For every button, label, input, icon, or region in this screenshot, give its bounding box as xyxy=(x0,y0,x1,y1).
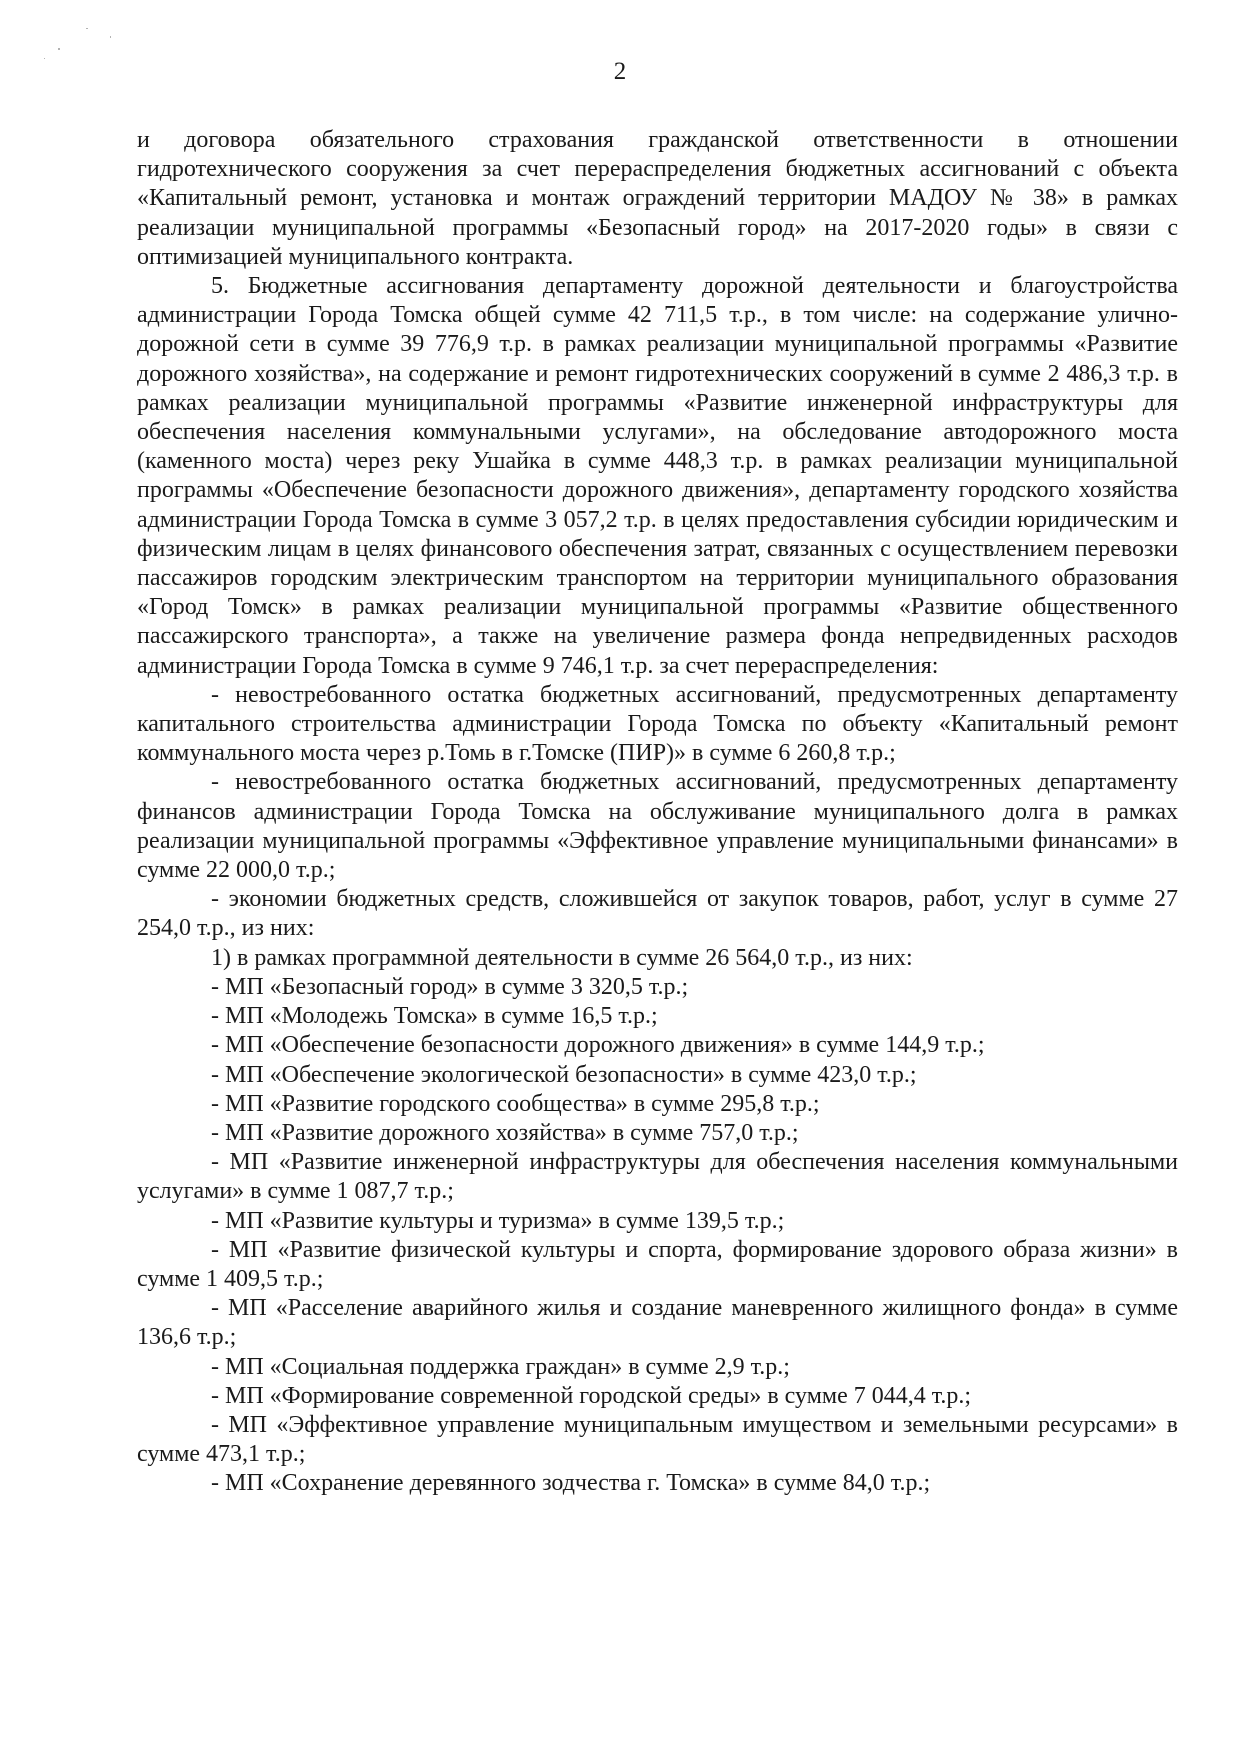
list-item-program: - МП «Сохранение деревянного зодчества г. Томска» в сумме 84,0 т.р.; xyxy=(211,1470,931,1497)
list-item-program: - МП «Расселение аварийного жилья и создание маневренного жилищного фонда» в сумме 136,6 т.р.; xyxy=(137,1295,1178,1351)
paragraph-redistribution-2: - невостребованного остатка бюджетных ассигнований, предусмотренных департаменту финансов администрации Города Томска на обслуживание муниципального долга в рамках реализации муниципальной программы «Эффективное управление муниципальными финансами» в сумме 22 000,0 т.р.; xyxy=(137,769,1178,884)
page-number: 2 xyxy=(613,58,627,85)
list-item-program: - МП «Молодежь Томска» в сумме 16,5 т.р.; xyxy=(211,1003,658,1030)
paragraph-program-activity: 1) в рамках программной деятельности в сумме 26 564,0 т.р., из них: xyxy=(211,944,913,971)
list-item-program: - МП «Социальная поддержка граждан» в сумме 2,9 т.р.; xyxy=(211,1353,790,1380)
list-item-program: - МП «Формирование современной городской среды» в сумме 7 044,4 т.р.; xyxy=(211,1382,972,1409)
list-item-program: - МП «Развитие инженерной инфраструктуры для обеспечения населения коммунальными услугами» в сумме 1 087,7 т.р.; xyxy=(137,1149,1178,1205)
list-item-program: - МП «Обеспечение экологической безопасности» в сумме 423,0 т.р.; xyxy=(211,1061,917,1088)
document-body xyxy=(137,126,1178,1499)
list-item-program: - МП «Обеспечение безопасности дорожного движения» в сумме 144,9 т.р.; xyxy=(211,1032,985,1059)
list-item-program: - МП «Развитие культуры и туризма» в сумме 139,5 т.р.; xyxy=(211,1207,785,1234)
paragraph-savings: - экономии бюджетных средств, сложившейся от закупок товаров, работ, услуг в сумме 27 254,0 т.р., из них: xyxy=(137,886,1178,942)
list-item-program: - МП «Развитие физической культуры и спорта, формирование здорового образа жизни» в сумме 1 409,5 т.р.; xyxy=(137,1236,1178,1292)
scan-speck xyxy=(58,48,60,50)
list-item-program: - МП «Развитие городского сообщества» в сумме 295,8 т.р.; xyxy=(211,1090,820,1117)
scan-speck xyxy=(86,28,88,29)
list-item-program: - МП «Безопасный город» в сумме 3 320,5 т.р.; xyxy=(211,973,689,1000)
paragraph-continuation: и договора обязательного страхования гражданской ответственности в отношении гидротехнического сооружения за счет перераспределения бюджетных ассигнований с объекта «Капитальный ремонт, установка и монтаж ограждений территории МАДОУ № 38» в рамках реализации муниципальной программы «Безопасный город» на 2017-2020 годы» в связи с оптимизацией муниципального контракта. xyxy=(137,127,1178,270)
list-item-program: - МП «Развитие дорожного хозяйства» в сумме 757,0 т.р.; xyxy=(211,1119,799,1146)
paragraph-redistribution-1: - невостребованного остатка бюджетных ассигнований, предусмотренных департаменту капитального строительства администрации Города Томска по объекту «Капитальный ремонт коммунального моста через р.Томь в г.Томске (ПИР)» в сумме 6 260,8 т.р.; xyxy=(137,681,1178,767)
paragraph-item-5: 5. Бюджетные ассигнования департаменту дорожной деятельности и благоустройства администрации Города Томска общей сумме 42 711,5 т.р., в том числе: на содержание улично-дорожной сети в сумме 39 776,9 т.р. в рамках реализации муниципальной программы «Развитие дорожного хозяйства», на содержание и ремонт гидротехнических сооружений в сумме 2 486,3 т.р. в рамках реализации муниципальной программы «Развитие инженерной инфраструктуры для обеспечения населения коммунальными услугами», на обследование автодорожного моста (каменного моста) через реку Ушайка в сумме 448,3 т.р. в рамках реализации муниципальной программы «Обеспечение безопасности дорожного движения», департаменту городского хозяйства администрации Города Томска в сумме 3 057,2 т.р. в целях предоставления субсидии юридическим и физическим лицам в целях финансового обеспечения затрат, связанных с осуществлением перевозки пассажиров городским электрическим транспортом на территории муниципального образования «Город Томск» в рамках реализации муниципальной программы «Развитие общественного пассажирского транспорта», а также на увеличение размера фонда непредвиденных расходов администрации Города Томска в сумме 9 746,1 т.р. за счет перераспределения: xyxy=(137,273,1178,679)
scan-speck xyxy=(110,36,111,38)
list-item-program: - МП «Эффективное управление муниципальным имуществом и земельными ресурсами» в сумме 473,1 т.р.; xyxy=(137,1411,1178,1468)
